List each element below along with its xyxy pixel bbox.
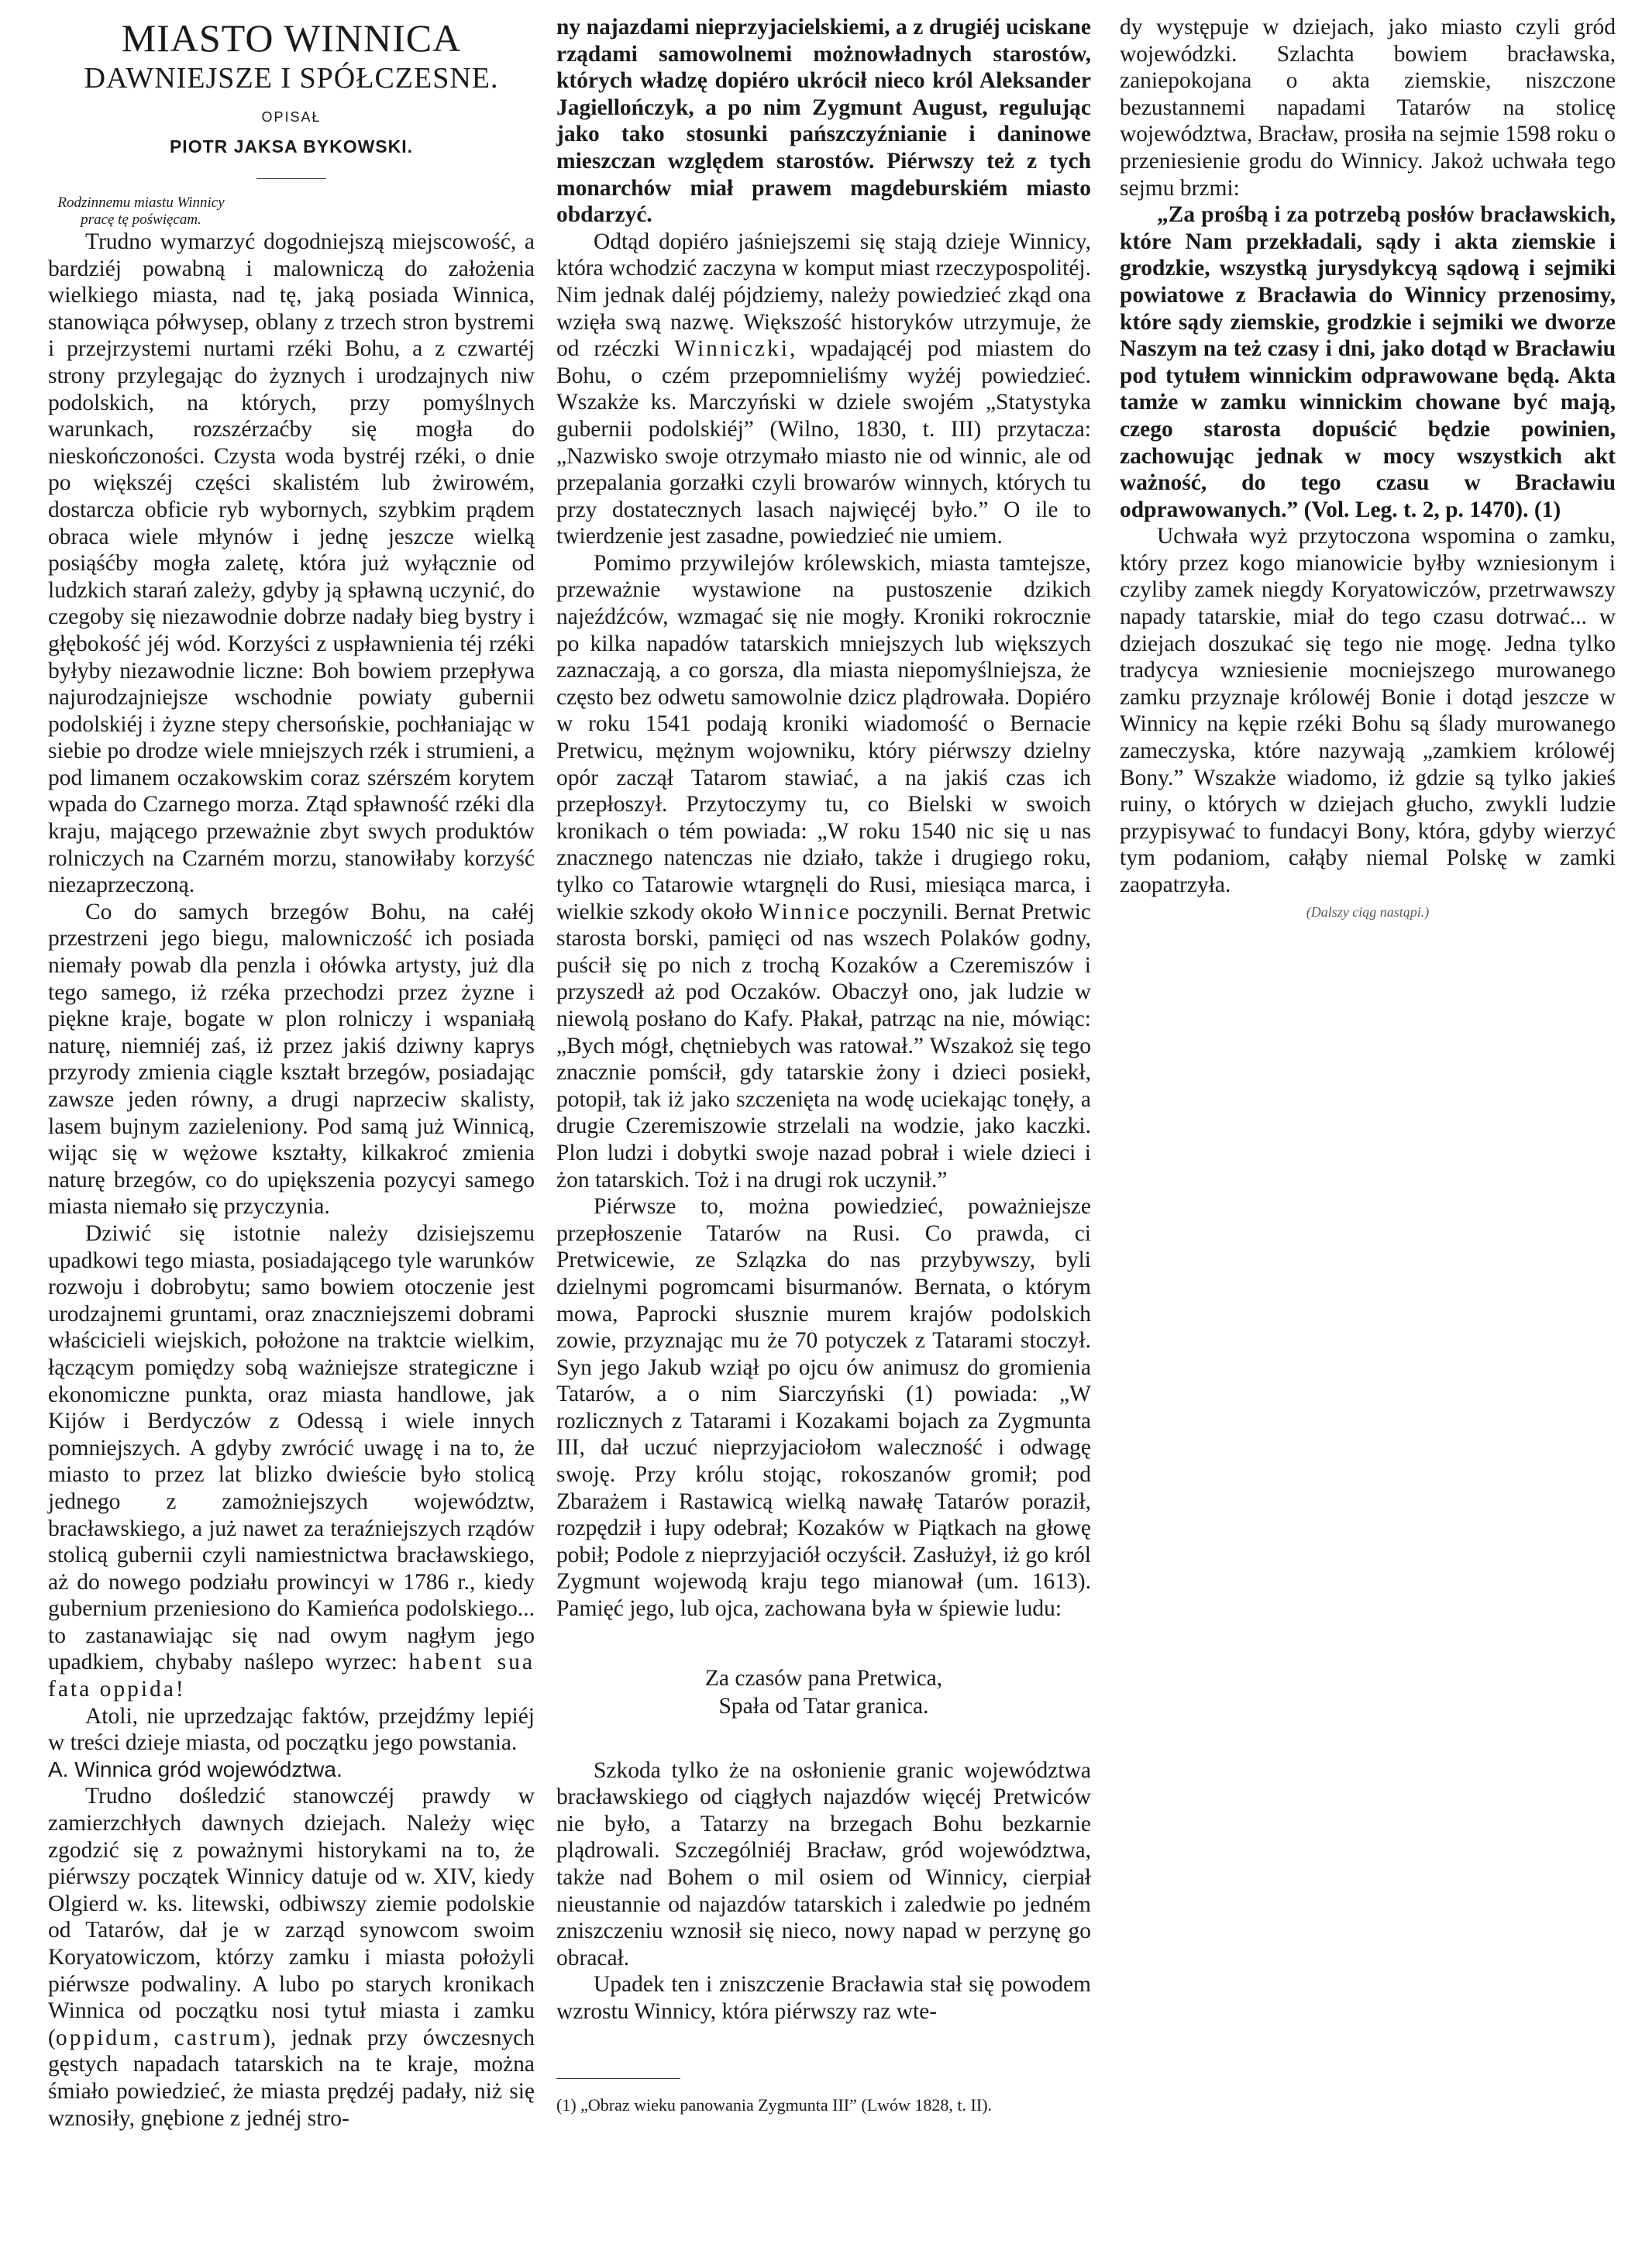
paragraph-text: Dziwić się istotnie należy dzisiejszemu upadkowi tego miasta, posiadającego tyle warunków rozwoju i dobrobytu; samo bowiem otoczenie jest urodzajnemi gruntami, oraz znaczniejszemi dobrami właścicieli wiejskich, położone na traktcie wielkim, łączącym pomiędzy sobą ważniejsze strategiczne i ekonomiczne punkta, oraz miasta handlowe, jak Kijów i Berdyczów z Odessą i wiele innych pomniejszych. A gdyby zwrócić uwagę i na to, że miasto to przez lat blizko dwieście było stolicą jednego z zamożniejszych województw, bracławskiego, a już nawet za teraźniejszych rządów stolicą gubernii czyli namiestnictwa bracławskiego, aż do nowego podziału prowincyi w 1786 r., kiedy gubernium przeniesiono do Kamieńca podolskiego... to zastanawiając się nad owym nagłym jego upadkiem, chybaby naślepo wyrzec: — [48, 1220, 535, 1675]
latin-term: castrum — [174, 2025, 263, 2050]
footnote-divider — [556, 2078, 680, 2079]
paragraph-text: Pomimo przywilejów królewskich, miasta tamtejsze, przeważnie wystawione na pustoszenie dzikich najeźdźców, wzmagać się nie mogły. Kroniki rokrocznie po kilka napadów tatarskich mniejszych lub większych zaznaczają, a co gorsza, dla miasta niepomyślniejsza, że często bez odwetu samowolnie dzicz plądrowała. Dopiéro w roku 1541 podają kroniki wiadomość o Bernacie Pretwicu, mężnym wojowniku, który piérwszy dzielny opór zaczął Tatarom stawiać, a na jakiś czas ich przepłoszył. Przytoczymy tu, co Bielski w swoich kronikach o tém powiada: „W roku 1540 nic się u nas znacznego natenczas nie działo, także i drugiego roku, tylko co Tatarowie wtargnęli do Rusi, miesiąca marca, i wielkie szkody około — [556, 550, 1091, 924]
paragraph: Uchwała wyż przytoczona wspomina o zamku, który przez kogo mianowicie byłby wzniesionym i czyliby zamek niegdy Koryatowiczów, przetrwawszy napady tatarskie, miał do tego czasu dotrwać... w dziejach doszukać się tego nie mogę. Jedna tylko tradycya wzniesienie mocniejszego murowanego zamku przyznaje królowéj Bonie i dotąd jeszcze w Winnicy na kępie rzéki Bohu są ślady murowanego zameczyska, które nazywają „zamkiem królowéj Bony.” Wszakże wiadomo, iż gdzie są tylko jakieś ruiny, o których w dziejach głucho, zwykli ludzie przypisywać to fundacyi Bony, która, gdyby wierzyć tym podaniom, całąby niemal Polskę w zamki zaopatrzyła. — [1120, 524, 1616, 897]
article-title: MIASTO WINNICA — [121, 16, 462, 60]
column-1 — [48, 14, 535, 2132]
latin-term: oppidum — [55, 2025, 153, 2050]
byline-label: OPISAŁ — [261, 109, 322, 125]
quoted-resolution: „Za prośbą i za potrzebą posłów bracławskich, które Nam przekładali, sądy i akta ziemskie i grodzkie, wszystką jurysdykcyą sądową i sejmiki powiatowe z Bracławia do Winnicy przenosimy, które sądy ziemskie, grodzkie i sejmiki we dworze Naszym na też czasy i dni, jako dotąd w Bracławiu pod tytułem winnickim odprawowane będą. Akta tamże w zamku winnickim chowane być mają, czego starosta dopuścić będzie powinien, zachowując jednak w mocy wszystkich akt ważność, do tego czasu w Bracławiu odprawowanych.” (Vol. Leg. t. 2, p. 1470). (1) — [1120, 202, 1616, 522]
paragraph: Co do samych brzegów Bohu, na całéj przestrzeni jego biegu, malowniczość ich posiada niemały powab dla penzla i ołówka artysty, już dla tego samego, iż rzéka przechodzi przez żyzne i piękne kraje, bogate w plon rolniczy i wspaniałą naturę, niemniéj zaś, iż przez jakiś dziwny kaprys przyrody zmienia ciągle kształt brzegów, posiadając zawsze jeden równy, a drugi naprzeciw skalisty, lasem bujnym zazieleniony. Pod samą już Winnicą, wijąc się w wężowe kształty, kilkakroć zmienia naturę brzegów, co do upiększenia pozycyi samego miasta niemało się przyczynia. — [48, 899, 535, 1220]
column-3 — [1120, 14, 1616, 925]
section-heading: A. Winnica gród województwa. — [48, 1757, 343, 1781]
verse-line: Spała od Tatar granica. — [718, 1693, 929, 1719]
verse-line: Za czasów pana Pretwica, — [704, 1665, 943, 1691]
author-name: PIOTR JAKSA BYKOWSKI. — [169, 136, 414, 157]
paragraph-text: ), jednak przy ówczesnych gęstych napadach tatarskich na te kraje, można śmiało powiedzieć, że miasta prędzéj padały, niż się wznosiły, gnębione z jednéj stro- — [48, 2025, 535, 2131]
folk-verse — [556, 1664, 1091, 1720]
continuation-note: (Dalszy ciąg nastąpi.) — [1306, 903, 1430, 920]
paragraph — [556, 550, 1091, 1193]
paragraph-text: , wpadającéj pod miastem do Bohu, o czém przepomnieliśmy wyżéj powiedzieć. Wszakże ks. Marczyński w dziele swojém „Statystyka gubernii podolskiéj” (Wilno, 1830, t. III) przytacza: „Nazwisko swoje otrzymało miasto nie od winnic, ale od przepalania gorzałki czyli browarów winnych, których tu przy dostatecznych lasach najwięcéj było.” O ile to twierdzenie jest zasadne, powiedzieć nie umiem. — [556, 336, 1091, 549]
article-subtitle: DAWNIEJSZE I SPÓŁCZESNE. — [84, 62, 499, 95]
paragraph — [556, 229, 1091, 550]
title-divider — [256, 178, 326, 179]
paragraph-text: poczynili. Bernat Pretwic starosta borski, pamięci od nas wszech Polaków godny, puścił się po nich z trochą Kozaków a Czeremiszów i przyszedł aż pod Oczaków. Obaczył ono, jak ludzie w niewolą posłano do Kafy. Płakał, patrząc na nie, mówiąc: „Bych mógł, chętniebych was ratował.” Wszakoż się tego znacznie pomścił, gdy tatarskie żony i dzieci posiekł, potopił, tak iż jako szczenięta na wodę uciekając tonęły, a drugie Czeremiszowie strzelali na wodzie, jako kaczki. Plon ludzi i dobytki swoje nazad pobrał i wiele dzieci i żon tatarskich. Toż i na drugi rok uczynił.” — [556, 899, 1092, 1193]
paragraph: Szkoda tylko że na osłonienie granic województwa bracławskiego od ciągłych najazdów więcéj Pretwiców nie było, a Tatarzy na brzegach Bohu bezkarnie plądrowali. Szczególniéj Bracław, gród województwa, także nad Bohem o mil osiem od Winnicy, cierpiał nieustannie od najazdów tatarskich i zaledwie po jedném zniszczeniu wznosił się nieco, nowy napad w perzynę go obracał. — [556, 1757, 1091, 1970]
place-name: Winnice — [758, 899, 852, 924]
paragraph-text: Odtąd dopiéro jaśniejszemi się stają dzieje Winnicy, która wchodzić zaczyna w komput miast rzeczypospolitéj. Nim jednak daléj pójdziemy, należy powiedzieć zkąd ona wzięła swą nazwę. Większość historyków utrzymuje, że od rzéczki — [556, 229, 1091, 362]
paragraph — [48, 1220, 535, 1703]
paragraph: Piérwsze to, można powiedzieć, poważniejsze przepłoszenie Tatarów na Rusi. Co prawda, ci Pretwicewie, ze Szlązka do nas przybywszy, byli dzielnymi pogromcami bisurmanów. Bernata, o którym mowa, Paprocki słusznie murem krajów podolskich zowie, przyznając mu że 70 potyczek z Tatarami stoczył. Syn jego Jakub wziął po ojcu ów animusz do gromienia Tatarów, a o nim Siarczyński (1) powiada: „W rozlicznych z Tatarami i Kozakami bojach za Zygmunta III, dał uczuć nieprzyjaciołom waleczność i odwagę swoję. Przy królu stojąc, rokoszanów gromił; pod Zbarażem i Rastawicą wielką nawałę Tatarów poraził, rozpędził i łupy odebrał; Kozaków w Piątkach na głowę pobił; Podole z nieprzyjaciół oczyścił. Zasłużył, iż go król Zygmunt wojewodą kraju tego mianował (um. 1613). Pamięć jego, lub ojca, zachowana była w śpiewie ludu: — [556, 1194, 1091, 1622]
paragraph: ny najazdami nieprzyjacielskiemi, a z drugiéj uciskane rządami samowolnemi możnowładnych starostów, których władzę dopiéro ukrócił nieco król Aleksander Jagiellończyk, a po nim Zygmunt August, regulując jako tako stosunki pańszczyźnianie i daninowe mieszczan względem starostów. Piérwszy też z tych monarchów miał prawem magdeburskiém miasto obdarzyć. — [556, 15, 1091, 228]
paragraph-text: Trudno dośledzić stanowczéj prawdy w zamierzchłych dawnych dziejach. Należy więc zgodzić się z poważnymi historykami na to, że piérwszy początek Winnicy datuje od w. XIV, kiedy Olgierd w. ks. litewski, odbiwszy ziemie podolskie od Tatarów, dał je w zarząd synowcom swoim Koryatowiczom, którzy zamku i miasta położyli piérwsze podwaliny. A lubo po starych kronikach Winnica od początku nosi tytuł miasta i zamku ( — [48, 1784, 535, 2050]
paragraph: Upadek ten i zniszczenie Bracławia stał się powodem wzrostu Winnicy, która piérwszy raz wte- — [556, 1972, 1091, 2024]
paragraph: Trudno wymarzyć dogodniejszą miejscowość, a bardziéj powabną i malowniczą do założenia wielkiego miasta, nad tę, jaką posiada Winnica, stanowiąca półwysep, oblany z trzech stron bystremi i przejrzystemi nurtami rzéki Bohu, a z czwartéj strony przylegając do żyznych i urodzajnych niw podolskich, na których, przy pomyślnych warunkach, rozszérzaćby się mogła do nieskończoności. Czysta woda bystréj rzéki, o dnie po większéj części skalistém lub żwirowém, dostarcza obficie ryb wybornych, szybkim prądem obraca wiele młynów i jednę jeszcze wielką posiąśćby mogła zaletę, która już wyłącznie od ludzkich starań zależy, gdyby ją spławną uczynić, do czegoby się niezawodnie dobrze nadały bieg bystry i głębokość jéj wód. Korzyści z uspławnienia téj rzéki byłyby niezawodnie liczne: Boh bowiem przepływa najurodzajniejsze wschodnie powiaty gubernii podolskiéj i żyzne stepy chersońskie, pochłaniając w siebie po drodze wiele mniejszych rzék i strumieni, a pod limanem oczakowskim coraz szérszém korytem wpada do Czarnego morza. Ztąd spławność rzéki dla kraju, mającego przeważnie zbyt swych produktów rolniczych na Czarném morzu, stanowiłaby korzyść niezaprzeczoną. — [48, 229, 535, 898]
separator-text: , — [153, 2025, 174, 2050]
paragraph: Atoli, nie uprzedzając faktów, przejdźmy lepiéj w treści dzieje miasta, od początku jego powstania. — [48, 1703, 535, 1756]
footnote: (1) „Obraz wieku panowania Zygmunta III” (Lwów 1828, t. II). — [556, 2094, 993, 2115]
paragraph — [48, 1783, 535, 2132]
column-2 — [556, 14, 1091, 2115]
paragraph: dy występuje w dziejach, jako miasto czyli gród wojewódzki. Szlachta bowiem bracławska, zaniepokojana o akta ziemskie, niszczone bezustannemi napadami Tatarów na stolicę województwa, Bracław, prosiła na sejmie 1598 roku o przeniesienie grodu do Winnicy. Jakoż uchwała tego sejmu brzmi: — [1120, 15, 1616, 201]
latin-phrase: habent sua fata oppida! — [48, 1650, 535, 1702]
dedication: Rodzinnemu miastu Winnicy pracę tę poświęcam. — [57, 194, 225, 228]
river-name: Winniczki — [674, 336, 790, 362]
